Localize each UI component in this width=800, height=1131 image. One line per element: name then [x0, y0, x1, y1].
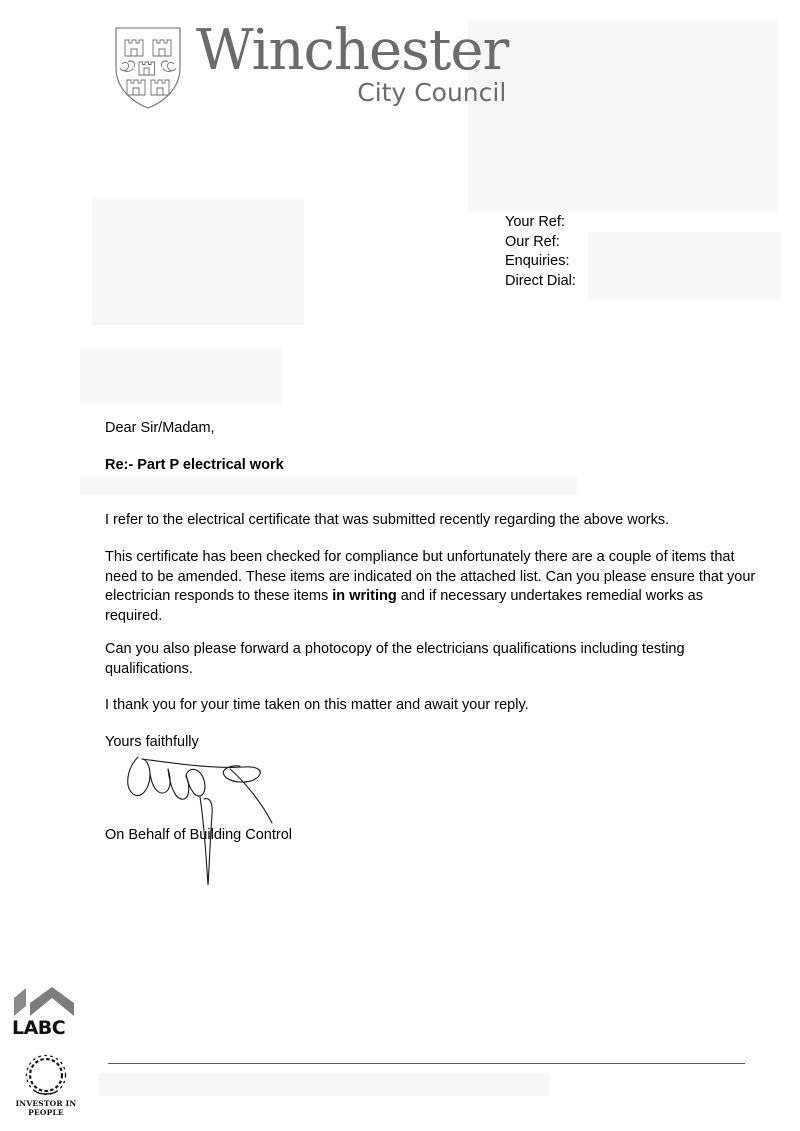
- redacted-address-block: [92, 198, 304, 325]
- enquiries-row: [505, 252, 576, 272]
- labc-logo: [12, 986, 84, 1038]
- paragraph-3: Can you also please forward a photocopy of the electricians qualifications including testing qualifications.: [105, 641, 685, 677]
- footer-divider: [108, 1063, 745, 1064]
- our-ref-row: [505, 233, 576, 253]
- your-ref-label: Your Ref:: [505, 214, 565, 230]
- direct-dial-row: [505, 272, 576, 292]
- organisation-name: Winchester: [196, 18, 509, 83]
- on-behalf-of-line: On Behalf of Building Control: [105, 827, 292, 843]
- letterhead: [112, 18, 509, 112]
- our-ref-label: Our Ref:: [505, 233, 560, 250]
- direct-dial-label: Direct Dial:: [505, 272, 576, 289]
- paragraph-4: I thank you for your time taken on this matter and await your reply.: [105, 697, 529, 713]
- paragraph-2-emphasis: in writing: [332, 588, 397, 604]
- redacted-address-line: [80, 348, 282, 404]
- redacted-footer-text: [98, 1073, 550, 1096]
- redacted-subject-line: [80, 476, 577, 495]
- department-name: City Council: [357, 78, 507, 107]
- enquiries-label: Enquiries:: [505, 253, 570, 269]
- labc-roof-icon: [12, 986, 78, 1018]
- handwritten-signature: [112, 745, 302, 895]
- laurel-wreath-icon: [23, 1052, 69, 1098]
- labc-label: LABC: [12, 1017, 66, 1039]
- council-wordmark: [196, 18, 509, 107]
- paragraph-2-text-before: This certificate has been checked for compliance but unfortunately there are a couple of items that need to be amended. These items are indicated on the attached list. Can you please ensure that your electrician responds to these items: [105, 549, 756, 604]
- paragraph-2-text-after: and if necessary undertakes remedial works as required.: [105, 588, 703, 624]
- reference-block: [505, 213, 576, 291]
- investor-in-people-logo: [6, 1052, 86, 1117]
- paragraph-2: [105, 548, 757, 626]
- subject-line: Re:- Part P electrical work: [105, 457, 284, 473]
- redacted-header-block: [468, 20, 778, 212]
- winchester-coat-of-arms-icon: [112, 24, 184, 112]
- salutation: Dear Sir/Madam,: [105, 420, 215, 436]
- redacted-ref-values: [588, 232, 782, 300]
- your-ref-row: [505, 213, 576, 233]
- investor-in-people-label: INVESTOR IN PEOPLE: [15, 1099, 77, 1117]
- signoff: Yours faithfully: [105, 734, 199, 750]
- paragraph-1: I refer to the electrical certificate that was submitted recently regarding the above works.: [105, 512, 670, 528]
